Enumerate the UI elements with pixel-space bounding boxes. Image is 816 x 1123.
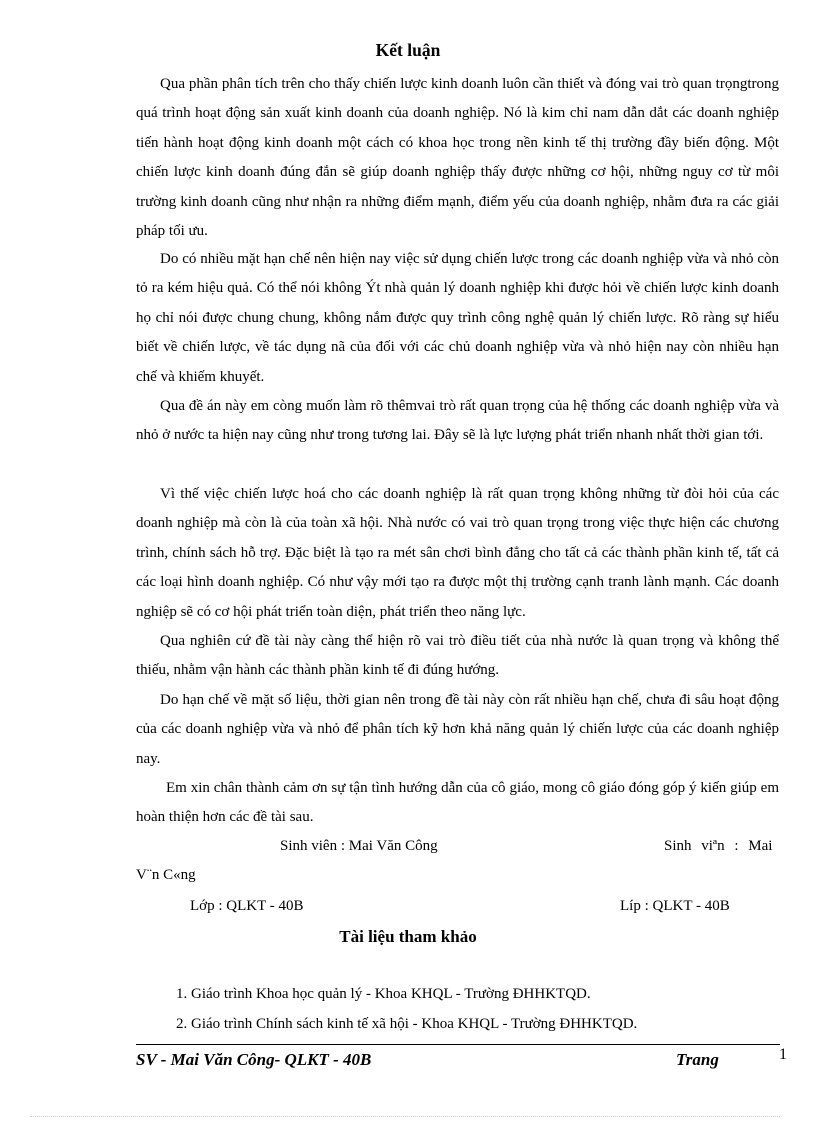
paragraph-7: Em xin chân thành cảm ơn sự tận tình hướng dẫn của cô giáo, mong cô giáo đóng góp ý kiến giúp em hoàn thiện hơn các đề tài sau.	[136, 780, 779, 826]
footer-author: SV - Mai Văn Công- QLKT - 40B	[136, 1050, 372, 1069]
references-heading: Tài liệu tham khảo	[339, 927, 477, 946]
footer-divider	[136, 1044, 780, 1045]
signature-student-left: Sinh viên : Mai Văn Công	[280, 838, 438, 854]
paragraph-4: Vì thế việc chiến lược hoá cho các doanh nghiệp là rất quan trọng không những từ đòi hỏi của các doanh nghiệp mà còn là của toàn xã hội. Nhà nước có vai trò quan trọng trong việc thực hiện các chương trình, chính sách hỗ trợ. Đặc biệt là tạo ra mét sân chơi bình đẳng cho tất cả các thành phần kinh tế, tất cả các loại hình doanh nghiệp. Có như vậy mới tạo ra được một thị trường cạnh tranh lành mạnh. Các doanh nghiệp sẽ có cơ hội phát triển toàn diện, phát triển theo năng lực.	[136, 486, 779, 620]
reference-item-1: 1. Giáo trình Khoa học quản lý - Khoa KHQL - Trường ĐHHKTQD.	[176, 986, 591, 1002]
paragraph-5: Qua nghiên cứ đề tài này càng thể hiện rõ vai trò điều tiết của nhà nước là quan trọng và không thể thiếu, nhằm vận hành các thành phần kinh tế đi đúng hướng.	[136, 633, 779, 679]
signature-student-right: Sinh viªn : Mai	[664, 838, 773, 854]
page-bottom-border	[30, 1116, 780, 1117]
signature-student-wrap: V¨n C«ng	[136, 867, 196, 883]
paragraph-1: Qua phần phân tích trên cho thấy chiến lược kinh doanh luôn cần thiết và đóng vai trò quan trọngtrong quá trình hoạt động sản xuất kinh doanh của doanh nghiệp. Nó là kim chỉ nam dẫn dắt các doanh nghiệp tiến hành hoạt động kinh doanh một cách có khoa học trong nền kinh tế thị trường đầy biến động. Một chiến lược kinh doanh đúng đắn sẽ giúp doanh nghiệp thấy được những cơ hội, những nguy cơ từ môi trường kinh doanh cũng như nhận ra những điểm mạnh, điểm yếu của doanh nghiệp, nhằm đưa ra các giải pháp tối ưu.	[136, 76, 779, 240]
page-number: 1	[779, 1046, 787, 1063]
footer-page-label: Trang	[676, 1050, 719, 1069]
paragraph-3: Qua đề án này em còng muốn làm rõ thêmvai trò rất quan trọng của hệ thống các doanh nghiệp vừa và nhỏ ở nước ta hiện nay cũng như trong tương lai. Đây sẽ là lực lượng phát triển nhanh nhất thời gian tới.	[136, 398, 779, 444]
signature-class-left: Lớp : QLKT - 40B	[190, 898, 304, 914]
paragraph-2: Do có nhiều mặt hạn chế nên hiện nay việc sử dụng chiến lược trong các doanh nghiệp vừa và nhỏ còn tỏ ra kém hiệu quả. Có thể nói không Ýt nhà quản lý doanh nghiệp khi được hỏi về chiến lược kinh doanh họ chỉ nói được chung chung, không nắm được quy trình công nghệ quản lý chiến lược. Rõ ràng sự hiểu biết về chiến lược, về tác dụng nã của đối với các chủ doanh nghiệp vừa và nhỏ hiện nay còn nhiều hạn chế và khiếm khuyết.	[136, 251, 779, 385]
signature-class-right: Líp : QLKT - 40B	[620, 898, 730, 914]
page-title: Kết luận	[375, 40, 441, 60]
reference-item-2: 2. Giáo trình Chính sách kinh tế xã hội - Khoa KHQL - Trường ĐHHKTQD.	[176, 1016, 638, 1032]
paragraph-6: Do hạn chế về mặt số liệu, thời gian nên trong đề tài này còn rất nhiều hạn chế, chưa đi sâu hoạt động của các doanh nghiệp vừa và nhỏ để phân tích kỹ hơn khả năng quản lý chiến lược của các doanh nghiệp nay.	[136, 692, 779, 767]
